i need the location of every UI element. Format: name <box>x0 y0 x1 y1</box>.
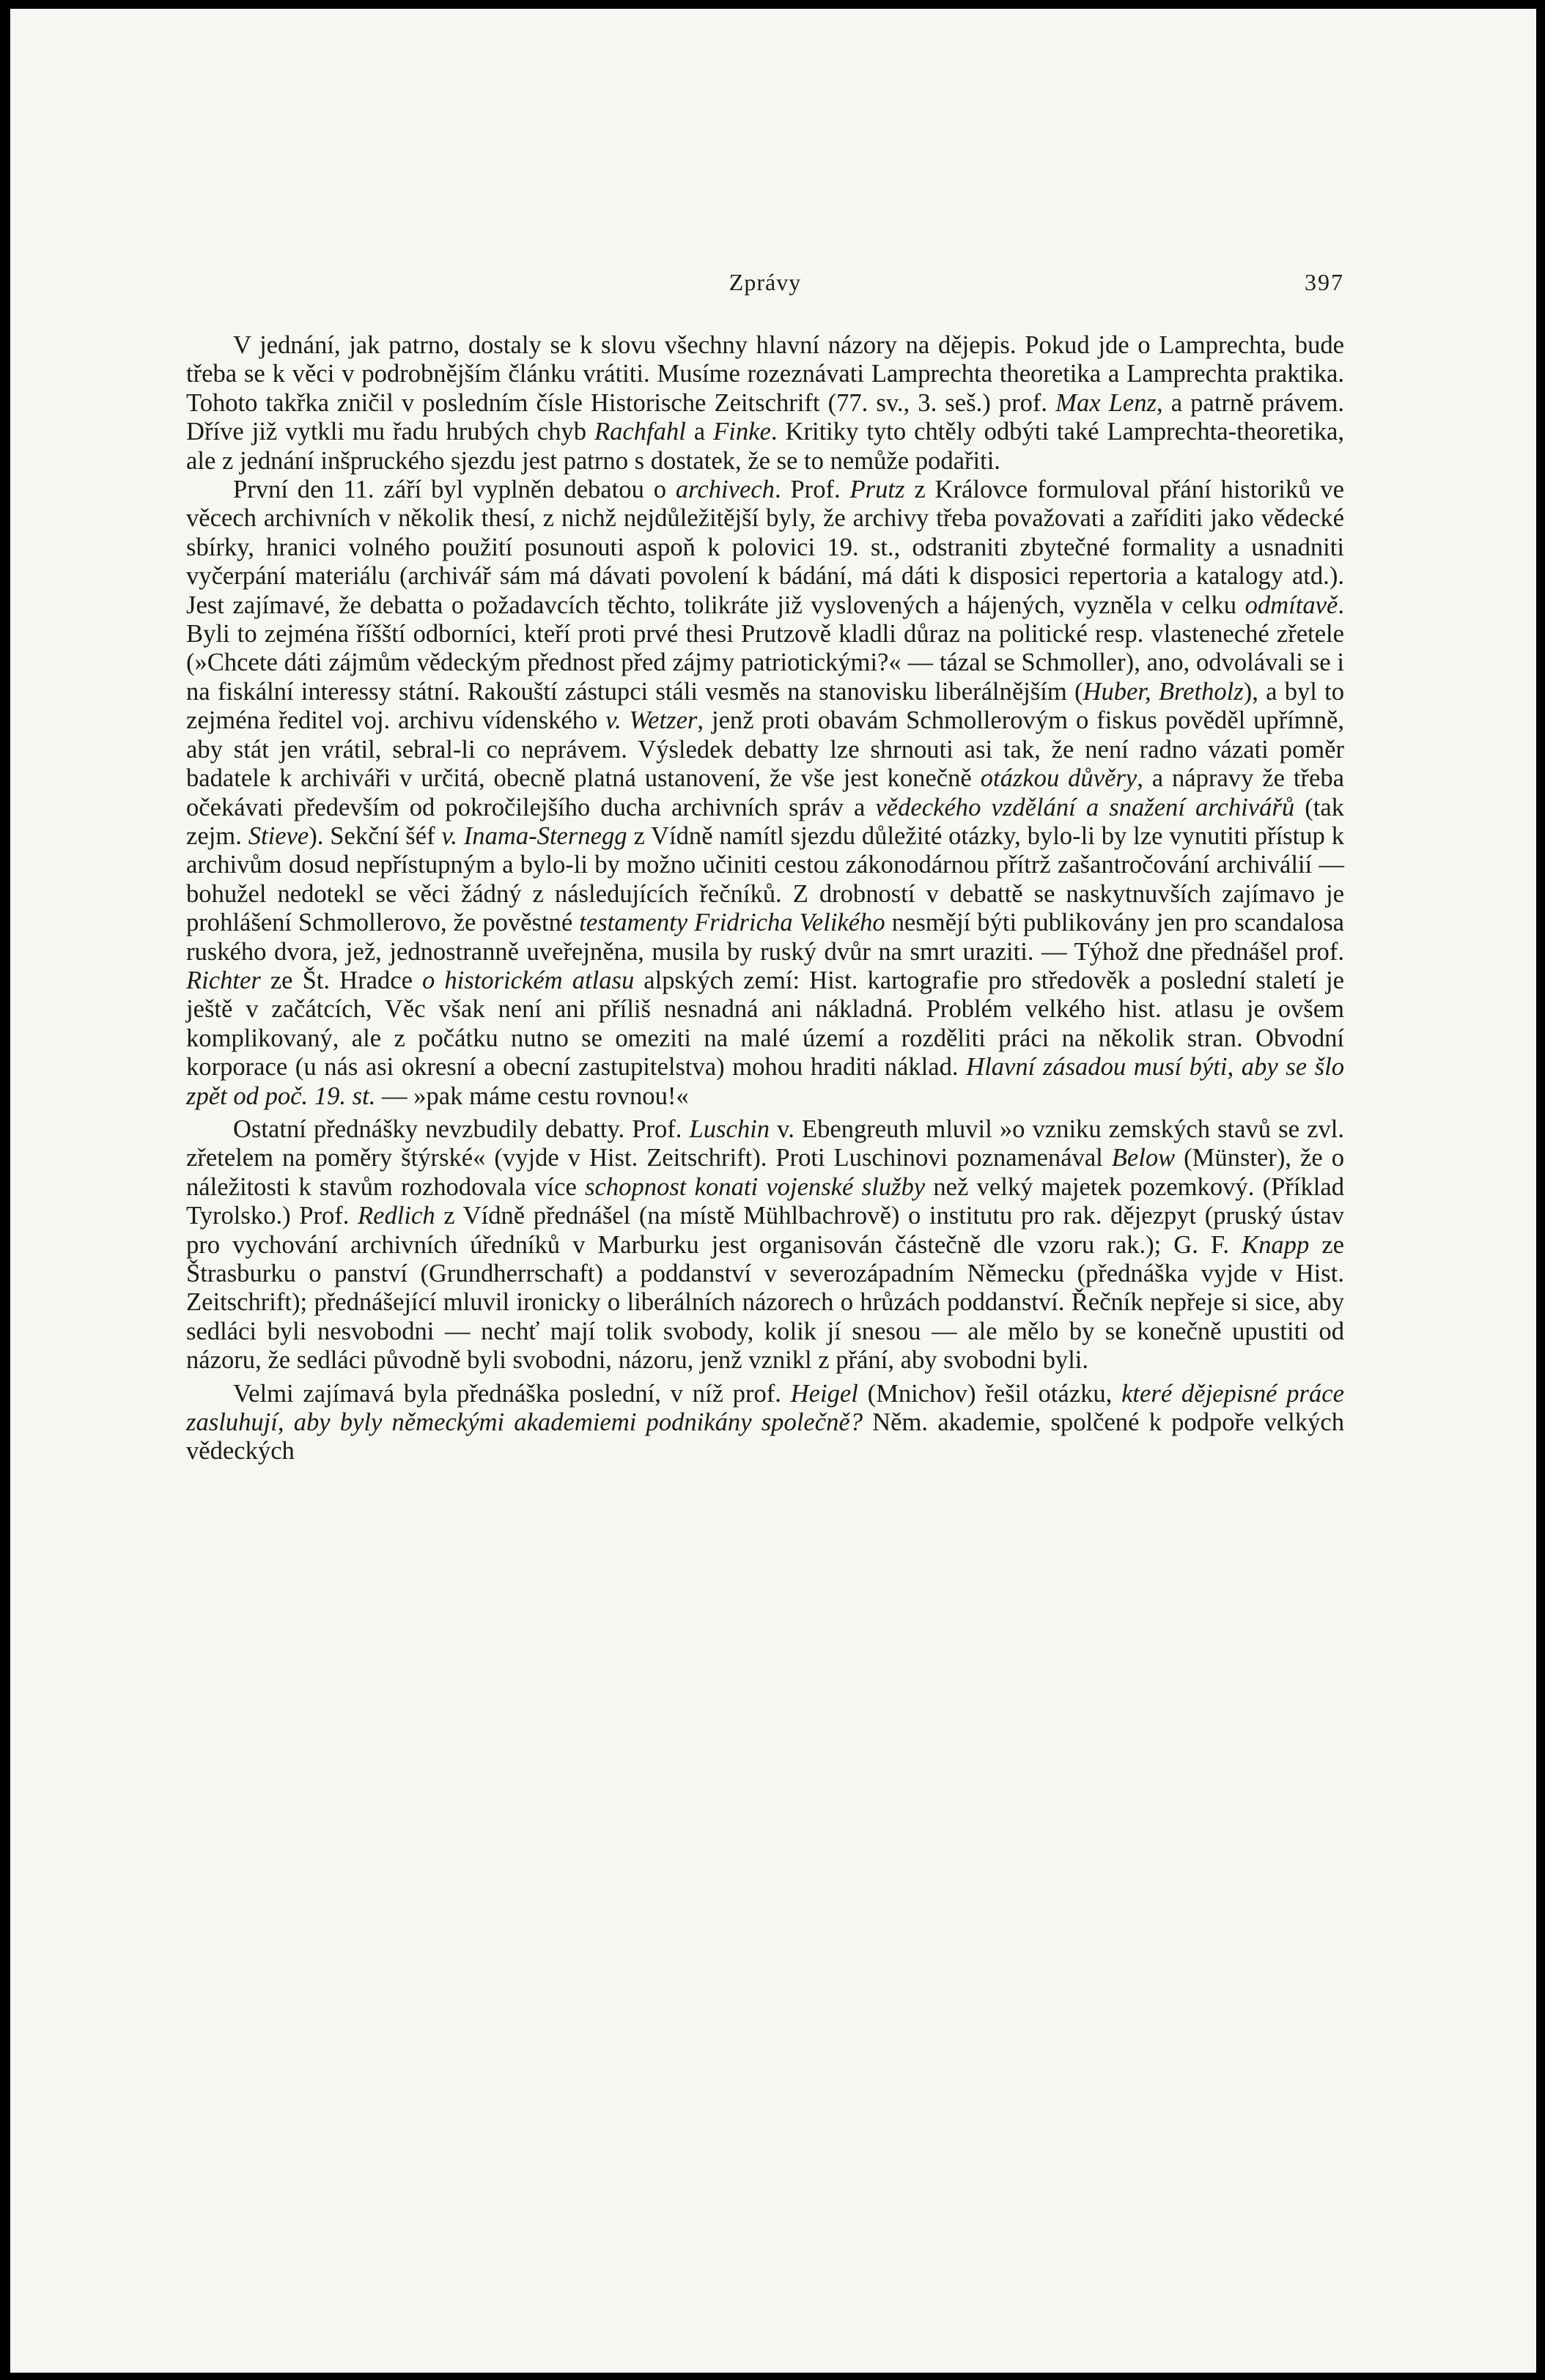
text-run: (tak zejm. <box>186 793 1344 850</box>
italic-text-run: Huber, Bretholz <box>1083 677 1244 706</box>
text-run: . Prof. <box>774 476 850 504</box>
running-title: Zprávy <box>729 269 802 295</box>
text-run: Něm. akademie, spolčené k podpoře velkých vědeckých <box>186 1408 1345 1466</box>
text-run: ze Št. Hradce <box>260 966 422 994</box>
text-run: a <box>685 418 714 446</box>
paragraph <box>186 1115 1344 1375</box>
text-run: . Kritiky tyto chtěly odbýti také Lamprechta-theoretika, ale z jednání inšpruckého sjezdu jest patrno s dostatek, že se to nemůže podařiti. <box>186 418 1345 475</box>
text-run: , a patrně právem. Dříve již vytkli mu řadu hrubých chyb <box>186 388 1344 446</box>
text-run: V jednání, jak patrno, dostaly se k slovu všechny hlavní názory na dějepis. Pokud jde o Lamprechta, bude třeba se k věci v podrobnějším článku vrátiti. Musíme rozeznávati Lamprechta theoretika a Lamprechta praktika. Tohoto takřka zničil v posledním čísle Historische Zeitschrift (77. sv., 3. seš.) prof. <box>186 331 1344 417</box>
page-number: 397 <box>1305 269 1344 295</box>
italic-text-run: Heigel <box>790 1379 858 1408</box>
page-header <box>186 269 1344 301</box>
paragraph <box>186 1380 1344 1466</box>
text-run: Ostatní přednášky nevzbudily debatty. Prof. <box>233 1115 690 1143</box>
italic-text-run: Luschin <box>689 1115 770 1143</box>
text-run: alpských zemí: Hist. kartografie pro středověk a poslední staletí je ještě v začátcích, Věc však není ani příliš nesnadná ani nákladná. Problém velkého hist. atlasu je ovšem komplikovaný, ale z počátku nutno se omeziti na malé území a rozděliti práci na několik stran. Obvodní korporace (u nás asi okresní a obecní zastupitelstva) mohou hraditi náklad. <box>186 966 1344 1082</box>
italic-text-run: Prutz <box>849 476 905 504</box>
text-run: První den 11. září byl vyplněn debatou o <box>233 476 676 504</box>
article-body <box>186 331 1344 1466</box>
italic-text-run: vědeckého vzdělání a snažení archivářů <box>875 793 1295 821</box>
text-run: než velký majetek pozemkový. (Příklad Tyrolsko.) Prof. <box>186 1172 1344 1230</box>
italic-text-run: Knapp <box>1242 1230 1310 1259</box>
italic-text-run: Rachfahl <box>594 418 686 446</box>
italic-text-run: testamenty Fridricha Velikého <box>579 909 885 937</box>
text-run: , a nápravy že třeba očekávati především od pokročilejšího ducha archivních správ a <box>186 764 1344 821</box>
italic-text-run: v. Wetzer <box>605 706 698 735</box>
italic-text-run: schopnost konati vojenské služby <box>585 1172 926 1201</box>
italic-text-run: o historickém atlasu <box>421 966 635 994</box>
paragraph <box>186 476 1344 1111</box>
text-run: ), a byl to zejména ředitel voj. archivu vídenského <box>186 677 1344 735</box>
text-run: ze Štrasburku o panství (Grundherrschaft) a poddanství v severozápadním Německu (přednáška vyjde v Hist. Zeitschrift); přednášející mluvil ironicky o liberálních názorech o hrůzách poddanství. Řečník nepřeje si sice, aby sedláci byli nesvobodni — nechť mají tolik svobody, kolik jí snesou — ale mělo by se konečně upustiti od názoru, že sedláci původně byli svobodni, názoru, jenž vznikl z přání, aby svobodni byli. <box>186 1230 1344 1375</box>
text-run: Velmi zajímavá byla přednáška poslední, v níž prof. <box>233 1379 791 1408</box>
book-page <box>10 9 1536 2373</box>
text-run: (Mnichov) řešil otázku, <box>858 1379 1122 1408</box>
italic-text-run: odmítavě <box>1245 591 1338 619</box>
italic-text-run: Max Lenz <box>1055 388 1157 417</box>
text-run: z Královce formuloval přání historiků ve věcech archivních v několik thesí, z nichž nejdůležitější byly, že archivy třeba považovati a zaříditi jako vědecké sbírky, hranici volného použití posunouti aspoň k polovici 19. st., odstraniti zbytečné formality a usnadniti vyčerpání materiálu (archivář sám má dávati povolení k bádání, má dáti k disposici repertoria a katalogy atd.). Jest zajímavé, že debatta o požadavcích těchto, tolikráte již vyslovených a hájených, vyzněla v celku <box>186 476 1344 619</box>
text-run: ). Sekční šéf <box>309 821 442 850</box>
italic-text-run: Richter <box>186 966 261 994</box>
italic-text-run: Below <box>1111 1144 1176 1172</box>
italic-text-run: archivech <box>675 476 775 504</box>
text-run: (Münster), že o náležitosti k stavům rozhodovala více <box>186 1144 1344 1201</box>
text-run: z Vídně namítl sjezdu důležité otázky, bylo-li by lze vynutiti přístup k archivům dosud nepřístupným a bylo-li by možno učiniti cestou zákonodárnou přítrž zašantročování archiválií — bohužel nedotekl se věci žádný z následujících řečníků. Z drobností v debattě se naskytnuvších zajímavo je prohlášení Schmollerovo, že pověstné <box>186 821 1344 937</box>
italic-text-run: Hlavní zásadou musí býti, aby se šlo zpět od poč. 19. st. <box>186 1053 1344 1110</box>
text-run: z Vídně přednášel (na místě Mühlbachrově) o institutu pro rak. dějezpyt (pruský ústav pro vychování archivních úředníků v Marburku jest organisován částečně dle vzoru rak.); G. F. <box>186 1202 1344 1259</box>
italic-text-run: které dějepisné práce zasluhují, aby byly německými akademiemi podnikány společně? <box>186 1379 1344 1437</box>
italic-text-run: Stieve <box>248 821 309 850</box>
italic-text-run: v. Inama-Sternegg <box>441 821 627 850</box>
text-run: . Byli to zejména říšští odborníci, kteří proti prvé thesi Prutzově kladli důraz na politické resp. vlasteneché zřetele (»Chcete dáti zájmům vědeckým přednost před zájmy patriotickými?« — tázal se Schmoller), ano, odvolávali se i na fiskální interessy státní. Rakouští zástupci stáli vesměs na stanovisku liberálnějším ( <box>186 591 1344 706</box>
text-run: , jenž proti obavám Schmollerovým o fiskus pověděl upřímně, aby stát jen vrátil, sebral-li co neprávem. Výsledek debatty lze shrnouti asi tak, že není radno vázati poměr badatele k archiváři v určitá, obecně platná ustanovení, že vše jest konečně <box>186 706 1344 793</box>
italic-text-run: Redlich <box>358 1202 435 1230</box>
italic-text-run: Finke <box>713 418 771 446</box>
text-run: nesmějí býti publikovány jen pro scandalosa ruského dvora, jež, jednostranně uveřejněna, musila by ruský dvůr na smrt uraziti. — Týhož dne přednášel prof. <box>186 909 1345 966</box>
text-run: — »pak máme cestu rovnou!« <box>375 1082 689 1110</box>
paragraph <box>186 331 1344 476</box>
text-run: v. Ebengreuth mluvil »o vzniku zemských stavů se zvl. zřetelem na poměry štýrské« (vyjde v Hist. Zeitschrift). Proti Luschinovi poznamenával <box>186 1115 1344 1172</box>
italic-text-run: otázkou důvěry <box>980 764 1137 793</box>
